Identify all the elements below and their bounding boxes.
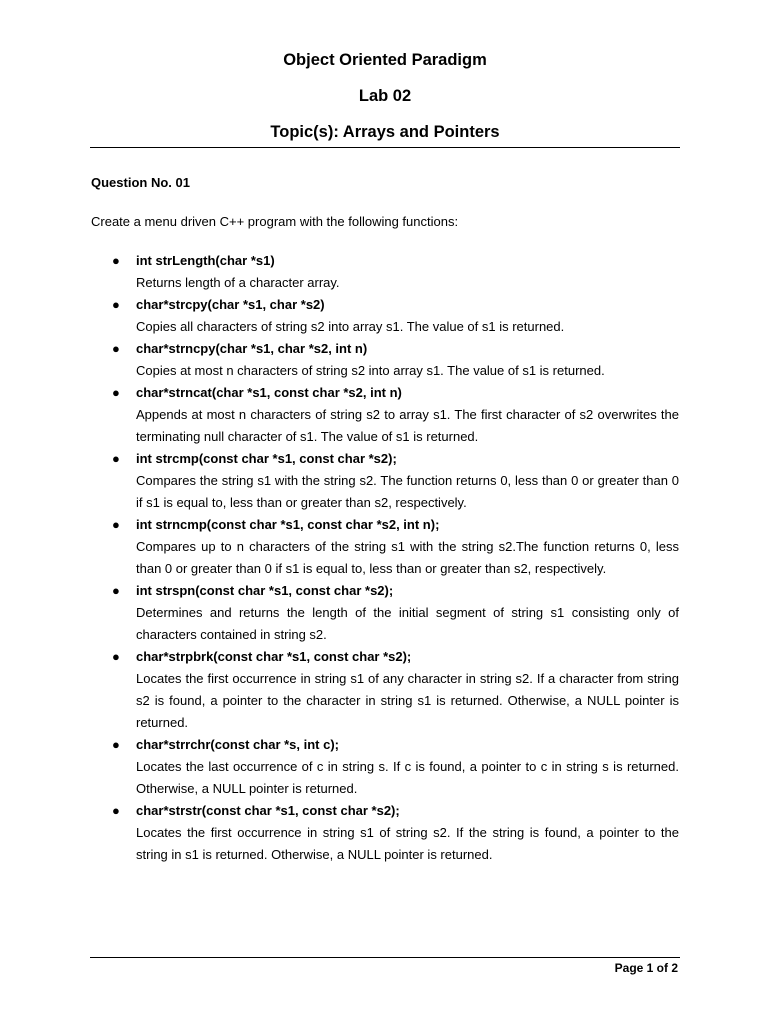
question-heading: Question No. 01 <box>91 175 190 190</box>
function-signature: char*strncpy(char *s1, char *s2, int n) <box>136 341 368 356</box>
bullet-icon: ● <box>112 517 120 532</box>
function-signature: char*strrchr(const char *s, int c); <box>136 737 340 752</box>
bullet-icon: ● <box>112 385 120 400</box>
course-title: Object Oriented Paradigm <box>283 51 487 69</box>
function-description: Locates the first occurrence in string s1 of any character in string s2. If a character from string s2 is found, a pointer to the character in string s1 is returned. Otherwise, a NULL pointer is returned. <box>136 671 679 730</box>
function-signature: char*strstr(const char *s1, const char *s2); <box>136 803 400 818</box>
list-item <box>91 580 679 646</box>
list-item <box>91 250 679 294</box>
function-signature: char*strcpy(char *s1, char *s2) <box>136 297 325 312</box>
function-description: Locates the first occurrence in string s1 of string s2. If the string is found, a pointer to the string in s1 is returned. Otherwise, a NULL pointer is returned. <box>136 825 679 862</box>
title-block <box>90 48 680 156</box>
function-signature: char*strncat(char *s1, const char *s2, int n) <box>136 385 402 400</box>
bullet-icon: ● <box>112 297 120 312</box>
function-signature: char*strpbrk(const char *s1, const char *s2); <box>136 649 412 664</box>
bullet-icon: ● <box>112 253 120 268</box>
bullet-icon: ● <box>112 737 120 752</box>
function-signature: int strncmp(const char *s1, const char *s2, int n); <box>136 517 440 532</box>
function-signature: int strspn(const char *s1, const char *s2); <box>136 583 394 598</box>
bullet-icon: ● <box>112 583 120 598</box>
list-item <box>91 448 679 514</box>
function-description: Appends at most n characters of string s2 to array s1. The first character of s2 overwrites the terminating null character of s1. The value of s1 is returned. <box>136 407 679 444</box>
function-description: Determines and returns the length of the initial segment of string s1 consisting only of characters contained in string s2. <box>136 605 679 642</box>
list-item <box>91 338 679 382</box>
list-item <box>91 294 679 338</box>
function-description: Compares the string s1 with the string s2. The function returns 0, less than 0 or greater than 0 if s1 is equal to, less than or greater than s2, respectively. <box>136 473 679 510</box>
topic-title: Topic(s): Arrays and Pointers <box>270 123 500 141</box>
function-description: Copies at most n characters of string s2 into array s1. The value of s1 is returned. <box>136 363 605 378</box>
list-item <box>91 646 679 734</box>
list-item <box>91 382 679 448</box>
bullet-icon: ● <box>112 341 120 356</box>
list-item <box>91 734 679 800</box>
list-item <box>91 800 679 866</box>
bullet-icon: ● <box>112 649 120 664</box>
page-number: Page 1 of 2 <box>614 961 678 975</box>
bullet-icon: ● <box>112 451 120 466</box>
bullet-icon: ● <box>112 803 120 818</box>
function-description: Returns length of a character array. <box>136 275 340 290</box>
function-description: Compares up to n characters of the string s1 with the string s2.The function returns 0, less than 0 or greater than 0 if s1 is equal to, less than or greater than s2, respectively. <box>136 539 679 576</box>
function-list <box>91 250 679 866</box>
function-description: Copies all characters of string s2 into array s1. The value of s1 is returned. <box>136 319 565 334</box>
function-description: Locates the last occurrence of c in string s. If c is found, a pointer to c in string s is returned. Otherwise, a NULL pointer is returned. <box>136 759 679 796</box>
footer-divider <box>90 957 680 958</box>
header-divider <box>90 147 680 148</box>
function-signature: int strcmp(const char *s1, const char *s2); <box>136 451 397 466</box>
question-intro: Create a menu driven C++ program with the following functions: <box>91 214 459 229</box>
lab-title: Lab 02 <box>358 87 412 105</box>
list-item <box>91 514 679 580</box>
function-signature: int strLength(char *s1) <box>136 253 275 268</box>
